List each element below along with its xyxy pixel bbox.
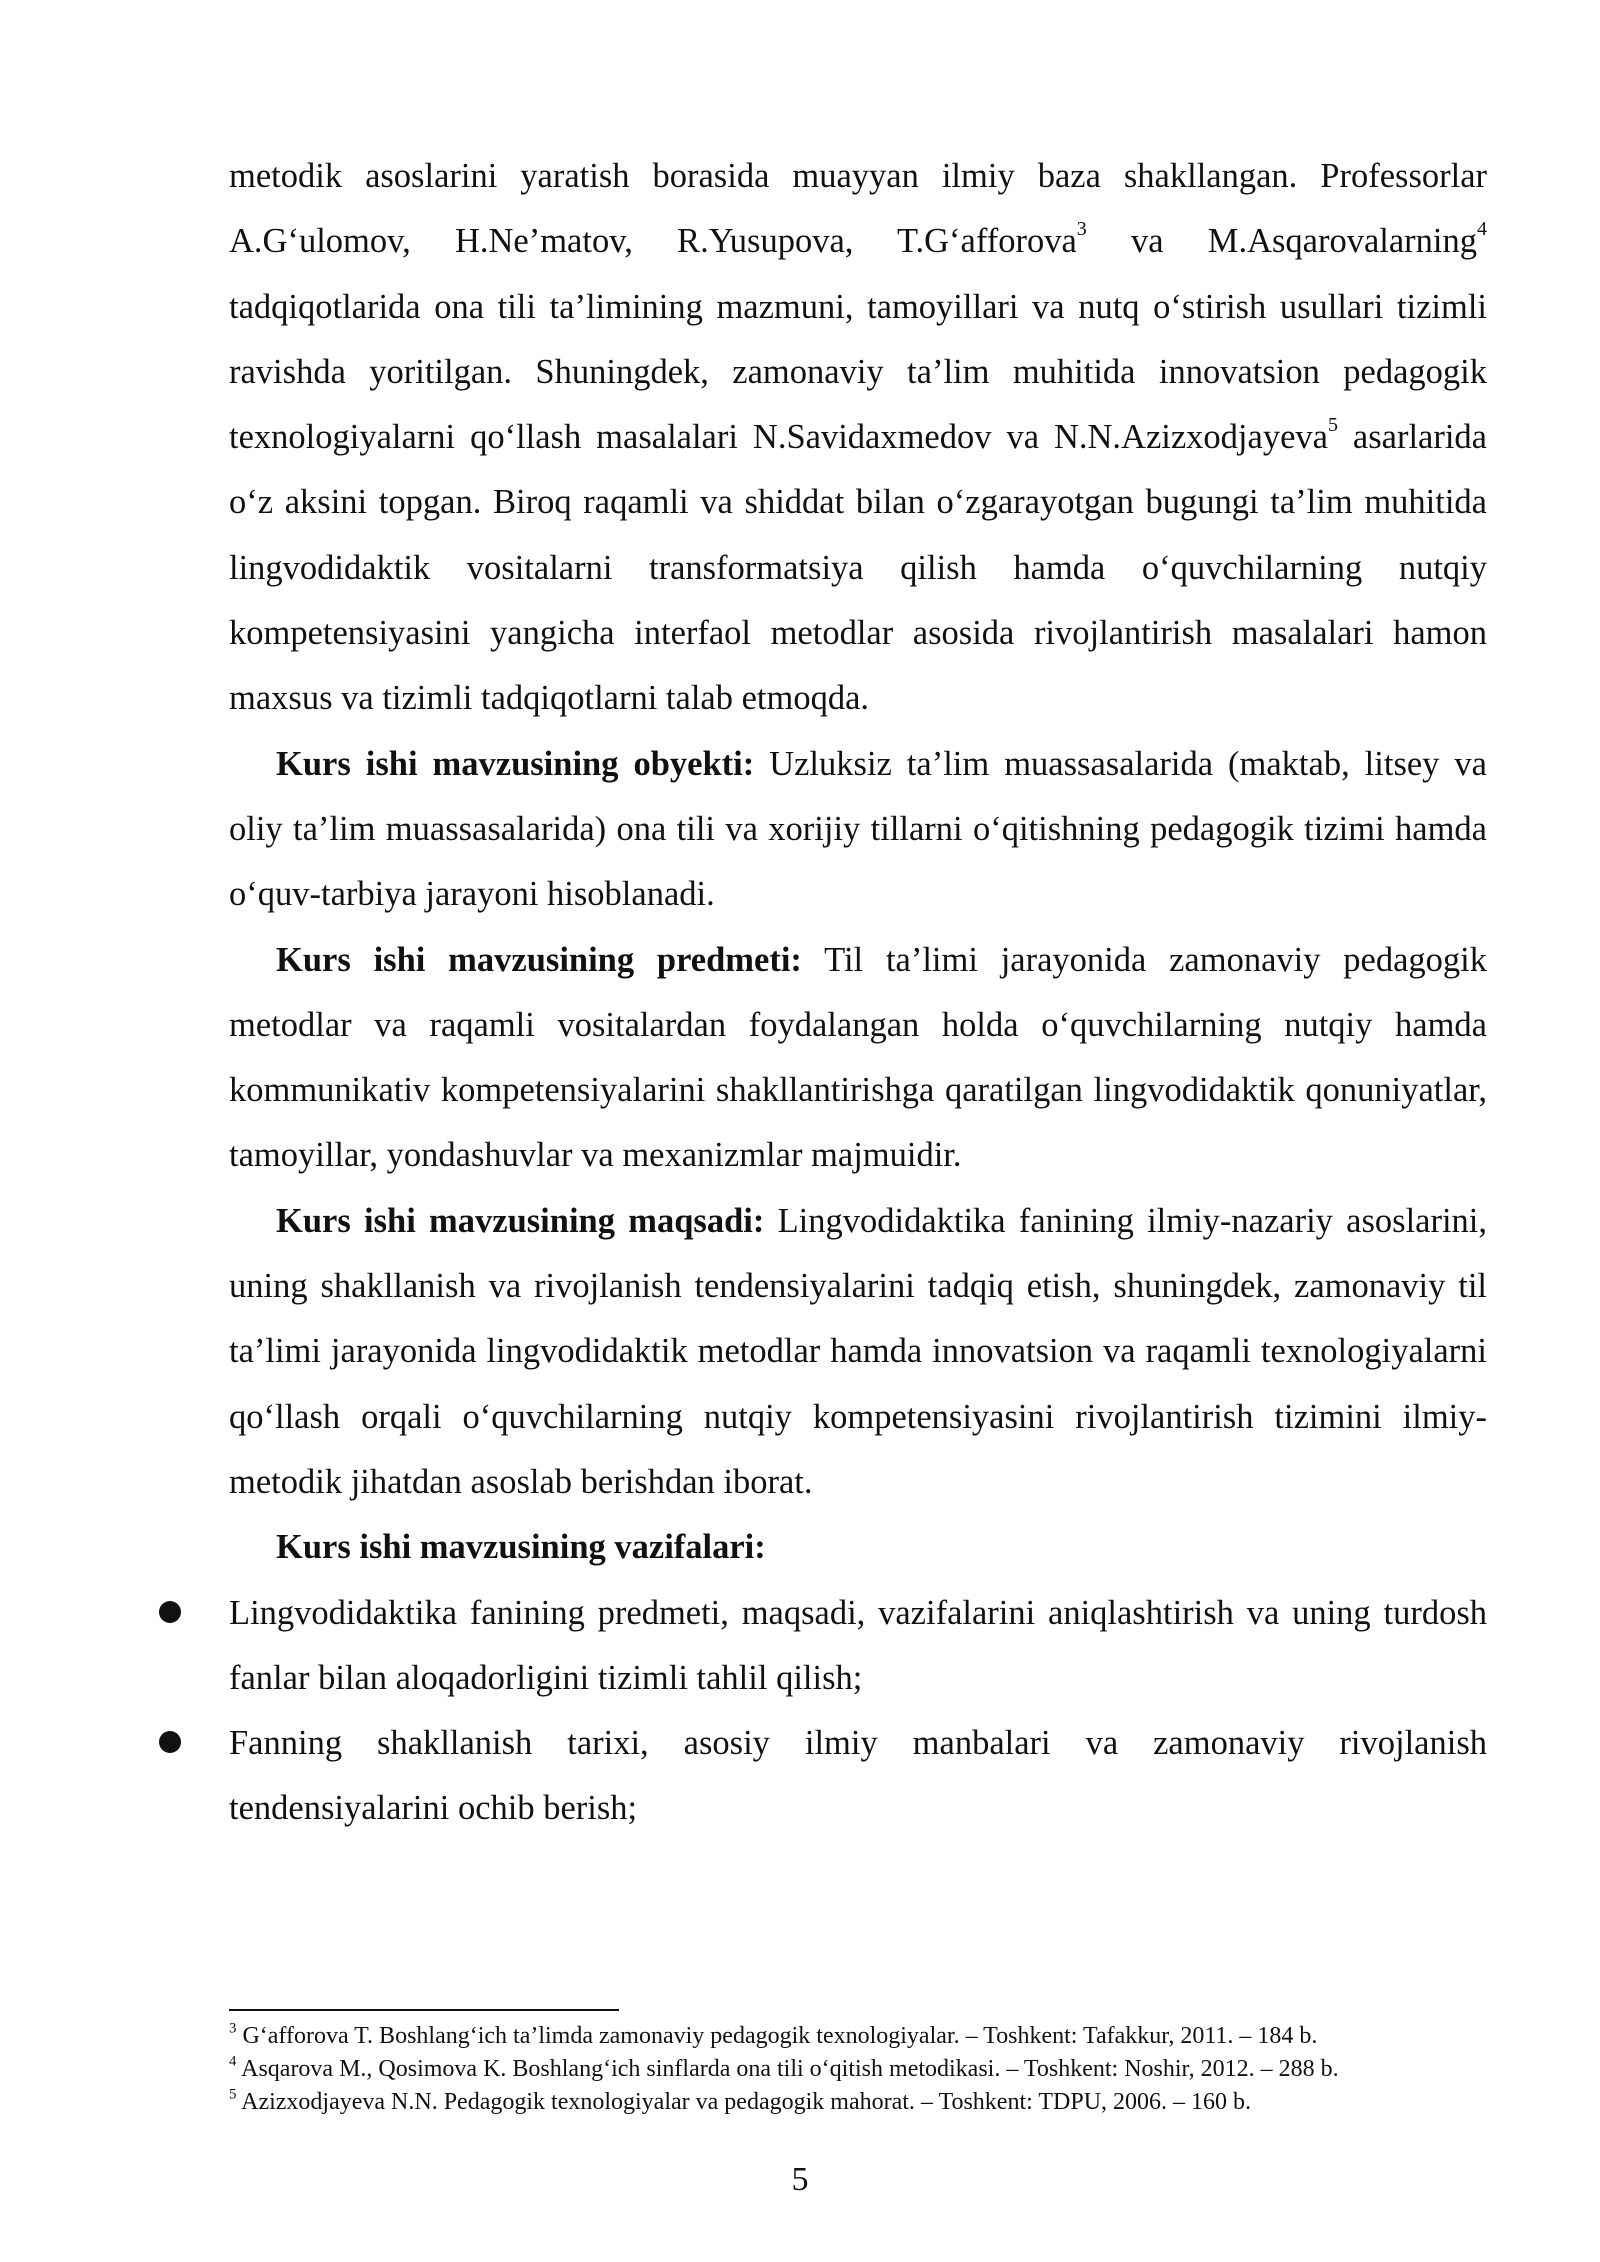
footnote [229, 2053, 1529, 2086]
paragraph-tasks-heading [229, 1515, 1487, 1580]
paragraph-goal [229, 1189, 1487, 1515]
paragraph-text: va M.Asqarovalarning [1086, 222, 1477, 261]
footnote-number: 5 [229, 2086, 237, 2103]
footnote-number: 4 [229, 2053, 237, 2070]
footnote-text: Azizxodjayeva N.N. Pedagogik texnologiyalar va pedagogik mahorat. – Toshkent: TDPU, 2006. – 160 b. [236, 2089, 1252, 2115]
footnote-text: Asqarova M., Qosimova K. Boshlang‘ich sinflarda ona tili o‘qitish metodikasi. – Toshkent: Noshir, 2012. – 288 b. [236, 2056, 1339, 2082]
footnote-ref-5[interactable]: 5 [1327, 414, 1338, 437]
paragraph-text: asarlarida o‘z aksini topgan. Biroq raqamli va shiddat bilan o‘zgarayotgan bugungi ta’lim muhitida lingvodidaktik vositalarni transformatsiya qilish hamda o‘quvchilarning nutqiy kompetensiyasini yangicha interfaol metodlar asosida rivojlantirish masalalari hamon maxsus va tizimli tadqiqotlarni talab etmoqda. [229, 418, 1487, 718]
body-text [229, 144, 1487, 1842]
list-item [229, 1711, 1487, 1842]
object-label: Kurs ishi mavzusining obyekti: [276, 744, 755, 783]
bullet-icon [159, 1731, 181, 1753]
paragraph-object [229, 732, 1487, 928]
subject-text: Til ta’limi jarayonida zamonaviy pedagogik metodlar va raqamli vositalardan foydalangan holda o‘quvchilarning nutqiy hamda kommunikativ kompetensiyalarini shakllantirishga qaratilgan lingvodidaktik qonuniyatlar, tamoyillar, yondashuvlar va mexanizmlar majmuidir. [229, 940, 1487, 1175]
footnotes [229, 2020, 1529, 2119]
footnote-separator [229, 2009, 619, 2011]
footnote-ref-3[interactable]: 3 [1076, 218, 1087, 241]
object-text: Uzluksiz ta’lim muassasalarida (maktab, litsey va oliy ta’lim muassasalarida) ona tili va xorijiy tillarni o‘qitishning pedagogik tizimi hamda o‘quv-tarbiya jarayoni hisoblanadi. [229, 744, 1487, 914]
paragraph-text: metodik asoslarini yaratish borasida muayyan ilmiy baza shakllangan. Professorlar A.G‘ulomov, H.Ne’matov, R.Yusupova, T.G‘afforova [229, 157, 1487, 261]
goal-text: Lingvodidaktika fanining ilmiy-nazariy asoslarini, uning shakllanish va rivojlanish tendensiyalarini tadqiq etish, shuningdek, zamonaviy til ta’limi jarayonida lingvodidaktik metodlar hamda innovatsion va raqamli texnologiyalarni qo‘llash orqali o‘quvchilarning nutqiy kompetensiyasini rivojlantirish tizimini ilmiy-metodik jihatdan asoslab berishdan iborat. [229, 1201, 1488, 1501]
tasks-list [229, 1581, 1487, 1842]
footnote [229, 2086, 1529, 2119]
tasks-label: Kurs ishi mavzusining vazifalari: [276, 1528, 766, 1567]
list-item-text: Lingvodidaktika fanining predmeti, maqsadi, vazifalarini aniqlashtirish va uning turdosh fanlar bilan aloqadorligini tizimli tahlil qilish; [229, 1593, 1487, 1697]
footnote-text: G‘afforova T. Boshlang‘ich ta’limda zamonaviy pedagogik texnologiyalar. – Toshkent: Tafakkur, 2011. – 184 b. [236, 2023, 1318, 2049]
list-item [229, 1581, 1487, 1712]
paragraph-text: tadqiqotlarida ona tili ta’limining mazmuni, tamoyillari va nutq o‘stirish usullari tizimli ravishda yoritilgan. Shuningdek, zamonaviy ta’lim muhitida innovatsion pedagogik texnologiyalarni qo‘llash masalalari N.Savidaxmedov va N.N.Azizxodjayeva [229, 287, 1487, 457]
list-item-text: Fanning shakllanish tarixi, asosiy ilmiy manbalari va zamonaviy rivojlanish tendensiyalarini ochib berish; [229, 1724, 1487, 1828]
subject-label: Kurs ishi mavzusining predmeti: [276, 940, 802, 979]
paragraph-subject [229, 928, 1487, 1189]
footnote-number: 3 [229, 2020, 237, 2037]
goal-label: Kurs ishi mavzusining maqsadi: [276, 1201, 765, 1240]
bullet-icon [159, 1601, 181, 1623]
footnote [229, 2020, 1529, 2053]
footnote-ref-4[interactable]: 4 [1477, 218, 1487, 241]
paragraph-literature-review [229, 144, 1487, 732]
page-number: 5 [791, 2161, 809, 2198]
